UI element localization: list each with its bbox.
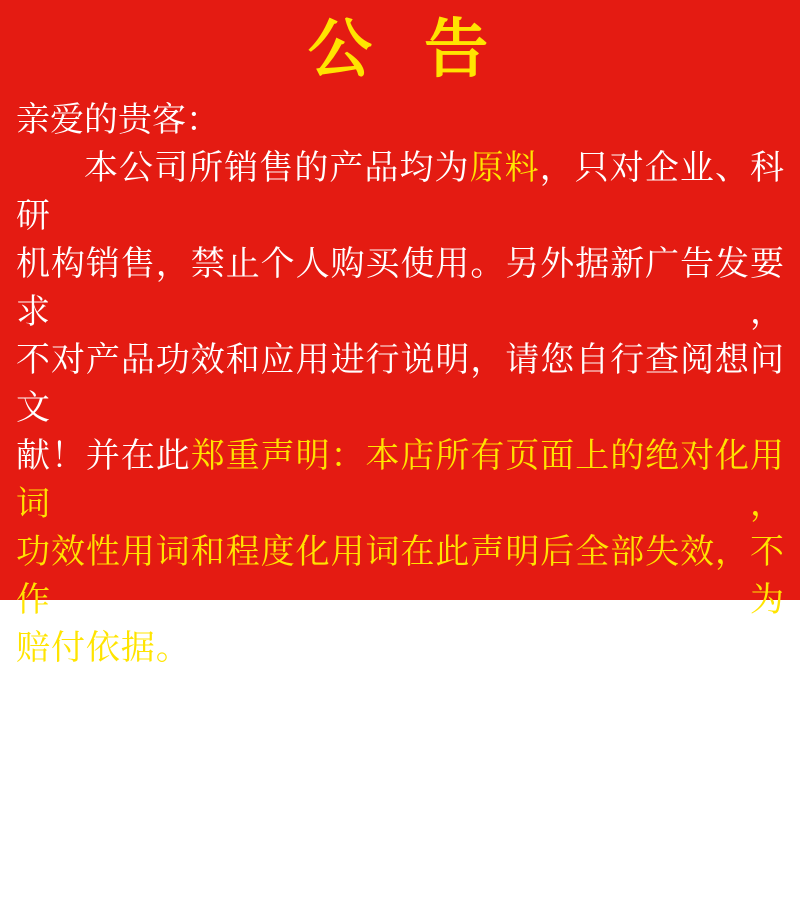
notice-line bbox=[16, 336, 784, 432]
notice-line bbox=[16, 144, 784, 240]
notice-title: 公 告 bbox=[307, 13, 493, 87]
notice-line bbox=[16, 528, 784, 624]
notice-text-segment: 据！望各位新老顾客理解！再次感谢！ bbox=[16, 820, 594, 860]
notice-line bbox=[16, 720, 784, 816]
notice-text-segment: 原料 bbox=[469, 148, 540, 188]
notice-text-segment: 功效性用词和程度化用词在此声明后全部失效，不作为 bbox=[16, 532, 784, 620]
notice-text-segment: 我们也将逐步排查修改，若有遗漏请何为监 bbox=[16, 628, 785, 716]
notice-text-segment: 机构销售，禁止个人购买使用。另外据新广告发要求， bbox=[16, 244, 784, 332]
notice-text-segment: ，只对企业、科研 bbox=[16, 148, 785, 236]
notice-body bbox=[16, 144, 784, 864]
salutation: 亲爱的贵客： bbox=[16, 100, 220, 140]
notice-line bbox=[16, 432, 784, 528]
notice-text-segment: 赔付依据。 bbox=[16, 628, 191, 668]
notice-text-segment: 本公司所销售的产品均为 bbox=[84, 148, 470, 188]
notice-text-segment: 督提醒，我们不接受也不妥协以任何用语作为赔付依 bbox=[16, 724, 784, 812]
notice-line bbox=[16, 816, 784, 864]
notice-content bbox=[0, 96, 800, 918]
company-signature: 陕西百草萃生物科技有限公司 bbox=[342, 874, 784, 914]
notice-line bbox=[16, 624, 784, 720]
notice-text-segment: 不对产品功效和应用进行说明，请您自行查阅想问文 bbox=[16, 340, 784, 428]
notice-text-segment: 郑重声明：本店所有页面上的绝对化用词， bbox=[16, 436, 785, 524]
notice-line bbox=[16, 240, 784, 336]
notice-text-segment: 献！并在此 bbox=[16, 436, 191, 476]
